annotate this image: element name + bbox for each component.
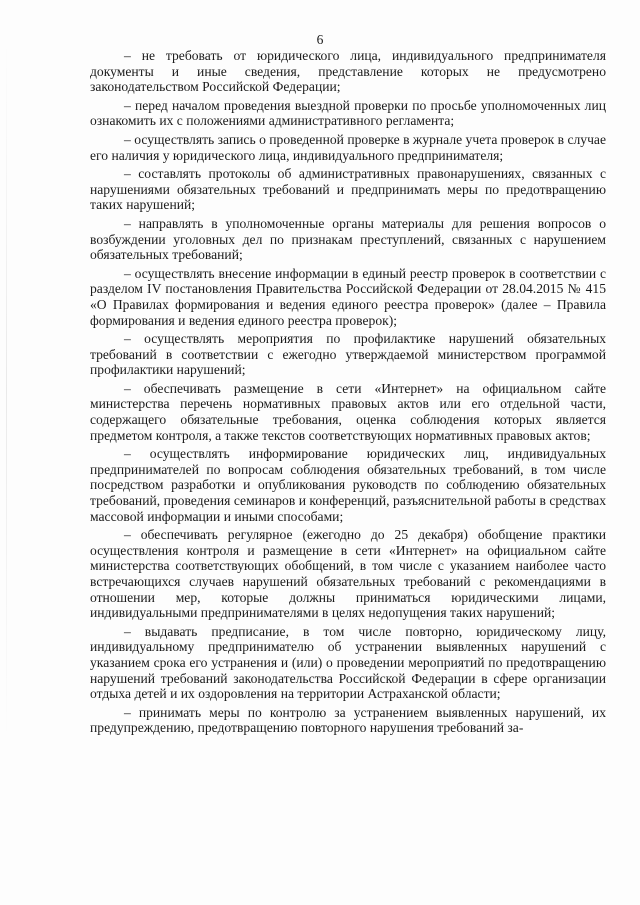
paragraph-11: – выдавать предписание, в том числе повторно, юридическому лицу, индивидуальному предпринимателю об устранении выявленных нарушений с указанием срока его устранения и (или) о проведении мероприятий по предотвращению нарушений требований законодательства Российской Федерации в сфере организации отдыха детей и их оздоровления на территории Астраханской области; xyxy=(90,623,606,702)
paragraph-12: – принимать меры по контролю за устранением выявленных нарушений, их предупреждению, предотвращению повторного нарушения требований за- xyxy=(90,704,606,736)
paragraph-4: – составлять протоколы об административных правонарушениях, связанных с нарушениями обязательных требований и предпринимать меры по предотвращению таких нарушений; xyxy=(90,166,606,213)
paragraph-5: – направлять в уполномоченные органы материалы для решения вопросов о возбуждении уголовных дел по признакам преступлений, связанных с нарушением обязательных требований; xyxy=(90,215,606,263)
scan-edge-shadow xyxy=(6,40,7,740)
paragraph-1: – не требовать от юридического лица, индивидуального предпринимателя документы и иные сведения, представление которых не предусмотрено законодательством Российской Федерации; xyxy=(90,48,606,95)
document-body xyxy=(90,48,606,736)
paragraph-6: – осуществлять внесение информации в единый реестр проверок в соответствии с разделом IV постановления Правительства Российской Федерации от 28.04.2015 № 415 «О Правилах формирования и ведения единого реестра проверок» (далее – Правила формирования и ведения единого реестра проверок); xyxy=(90,265,606,328)
page-number: 6 xyxy=(316,32,324,47)
paragraph-7: – осуществлять мероприятия по профилактике нарушений обязательных требований в соответствии с ежегодно утверждаемой министерством программой профилактики нарушений; xyxy=(90,331,606,378)
paragraph-9: – осуществлять информирование юридических лиц, индивидуальных предпринимателей по вопросам соблюдения обязательных требований, в том числе посредством разработки и опубликования руководств по соблюдению обязательных требований, проведения семинаров и конференций, разъяснительной работы в средствах массовой информации и иными способами; xyxy=(90,446,606,524)
paragraph-8: – обеспечивать размещение в сети «Интернет» на официальном сайте министерства перечень нормативных правовых актов или его отдельной части, содержащего обязательные требования, оценка соблюдения которых является предметом контроля, а также текстов соответствующих нормативных правовых актов; xyxy=(90,380,606,443)
paragraph-2: – перед началом проведения выездной проверки по просьбе уполномоченных лиц ознакомить их с положениями административного регламента; xyxy=(90,97,606,129)
paragraph-10: – обеспечивать регулярное (ежегодно до 25 декабря) обобщение практики осуществления контроля и размещение в сети «Интернет» на официальном сайте министерства соответствующих обобщений, в том числе с указанием наиболее часто встречающихся случаев нарушений обязательных требований с рекомендациями в отношении мер, которые должны приниматься юридическими лицами, индивидуальными предпринимателями в целях недопущения таких нарушений; xyxy=(90,527,606,621)
paragraph-3: – осуществлять запись о проведенной проверке в журнале учета проверок в случае его наличия у юридического лица, индивидуального предпринимателя; xyxy=(90,131,606,163)
